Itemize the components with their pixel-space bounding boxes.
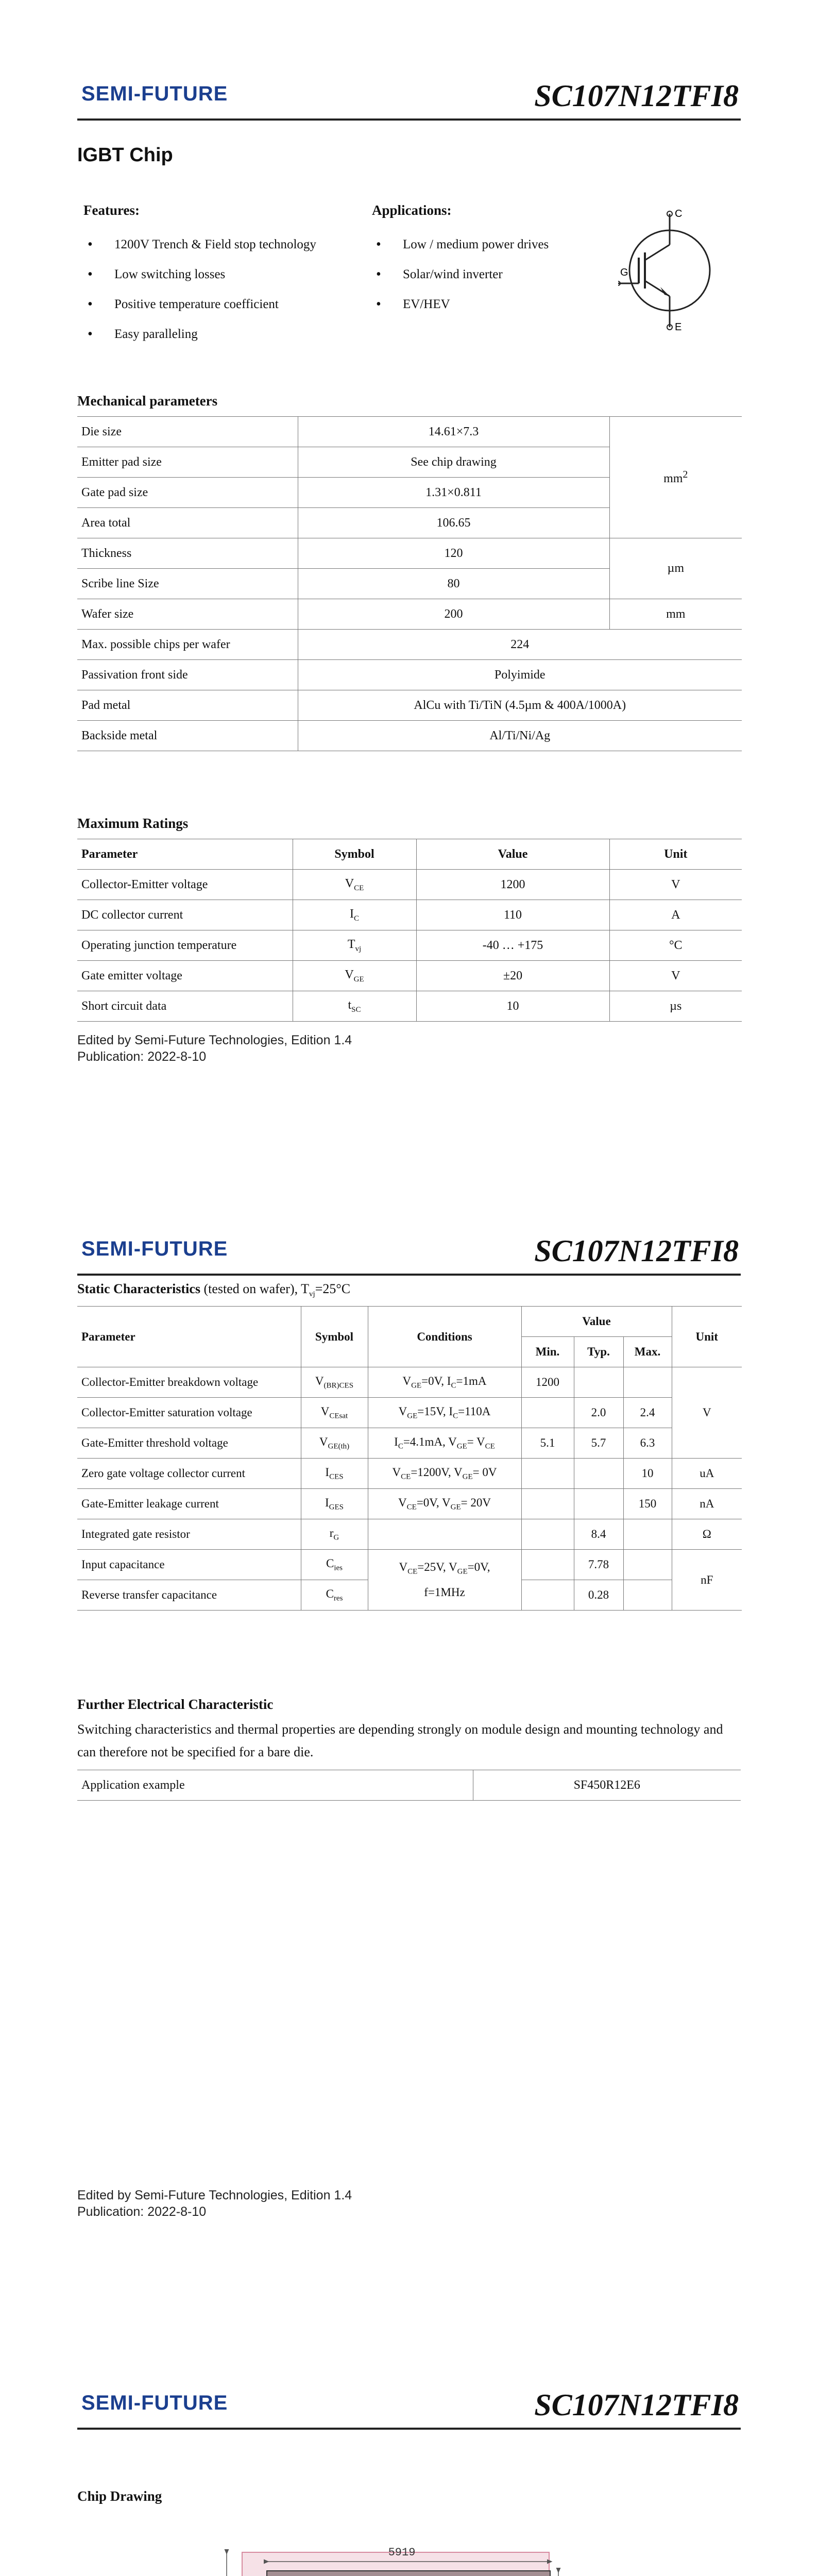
min-cell: [521, 1459, 574, 1489]
table-row: [77, 961, 742, 991]
applications-list: [372, 230, 549, 319]
min-cell: [521, 1489, 574, 1519]
static-table-body: [77, 1367, 742, 1611]
max-cell: 10: [623, 1459, 672, 1489]
features-heading: Features:: [83, 202, 140, 218]
unit-cell: mm: [609, 599, 742, 630]
param-cell: Thickness: [77, 538, 298, 569]
table-row: [77, 599, 742, 630]
page-3: [0, 2313, 818, 2576]
column-header: Parameter: [77, 839, 293, 870]
min-cell: [521, 1580, 574, 1611]
table-row: [77, 1428, 742, 1459]
symbol-cell: $r_G$: [301, 1519, 368, 1550]
table-row: [77, 660, 742, 690]
max-cell: 2.4: [623, 1398, 672, 1428]
unit-cell: °C: [609, 930, 742, 961]
column-header: Max.: [623, 1337, 672, 1367]
page-header: [77, 81, 741, 121]
emitter-label: E: [675, 321, 682, 332]
table-header-row: [77, 839, 742, 870]
param-cell: Wafer size: [77, 599, 298, 630]
table-row: [77, 900, 742, 930]
column-header: Conditions: [368, 1307, 521, 1367]
unit-cell: V: [609, 961, 742, 991]
applications-heading: Applications:: [372, 202, 452, 218]
unit-cell: A: [609, 900, 742, 930]
param-cell: Reverse transfer capacitance: [77, 1580, 301, 1611]
table-row: [77, 690, 742, 721]
param-cell: Gate pad size: [77, 478, 298, 508]
symbol-text: V: [345, 968, 354, 981]
typ-cell: 7.78: [574, 1550, 623, 1580]
conditions-cell: [368, 1519, 521, 1550]
param-cell: Emitter pad size: [77, 447, 298, 478]
symbol-cell: [293, 991, 416, 1022]
param-cell: Area total: [77, 508, 298, 538]
typ-cell: [574, 1367, 623, 1398]
conditions-cell: $I_C=4.1mA$, $V_{GE}= V_{CE}$: [368, 1428, 521, 1459]
value-cell: See chip drawing: [298, 447, 609, 478]
min-cell: 1200: [521, 1367, 574, 1398]
column-header: Unit: [609, 839, 742, 870]
conditions-cell: $V_{GE}=0V$, $I_C=1mA$: [368, 1367, 521, 1398]
symbol-cell: [293, 930, 416, 961]
max-cell: [623, 1550, 672, 1580]
table-row: [77, 1398, 742, 1428]
value-cell: -40 … +175: [416, 930, 609, 961]
max-cell: [623, 1519, 672, 1550]
symbol-sub: vj: [355, 944, 362, 953]
application-value: SF450R12E6: [473, 1770, 741, 1801]
value-cell: Polyimide: [298, 660, 742, 690]
part-number: SC107N12TFI8: [534, 79, 739, 113]
unit-cell: uA: [672, 1459, 742, 1489]
further-text: Switching characteristics and thermal properties are depending strongly on module design and mounting technology and can therefore not be specified for a bare die.: [77, 1722, 723, 1759]
gate-label: G: [620, 267, 628, 278]
footer-publication: Publication: 2022-8-10: [77, 2205, 207, 2219]
footer-publication: Publication: 2022-8-10: [77, 1049, 207, 1064]
min-cell: 5.1: [521, 1428, 574, 1459]
symbol-cell: [293, 900, 416, 930]
table-row: [77, 1489, 742, 1519]
unit-cell: V: [609, 870, 742, 900]
max-cell: [623, 1580, 672, 1611]
company-logo: SEMI-FUTURE: [81, 1238, 228, 1260]
max-cell: 150: [623, 1489, 672, 1519]
value-cell: 14.61×7.3: [298, 417, 609, 447]
column-header: Parameter: [77, 1307, 301, 1367]
part-number: SC107N12TFI8: [534, 1234, 739, 1268]
param-cell: Passivation front side: [77, 660, 298, 690]
param-cell: Operating junction temperature: [77, 930, 293, 961]
value-cell: AlCu with Ti/TiN (4.5µm & 400A/1000A): [298, 690, 742, 721]
unit-cell: [609, 417, 742, 538]
mechanical-table: [77, 416, 742, 751]
application-table: [77, 1770, 741, 1801]
column-header: Value: [416, 839, 609, 870]
symbol-cell: $V_{CEsat}$: [301, 1398, 368, 1428]
value-cell: 1.31×0.811: [298, 478, 609, 508]
emitter-pad-1: [267, 2571, 550, 2576]
column-header: Value: [521, 1307, 672, 1337]
table-row: [77, 1459, 742, 1489]
table-row: [77, 538, 742, 569]
table-header-row: [77, 1307, 742, 1337]
min-cell: [521, 1550, 574, 1580]
value-cell: 224: [298, 630, 742, 660]
value-cell: 110: [416, 900, 609, 930]
value-cell: 120: [298, 538, 609, 569]
param-cell: Zero gate voltage collector current: [77, 1459, 301, 1489]
conditions-cell: $V_{CE}=0V$, $V_{GE}= 20V$: [368, 1489, 521, 1519]
symbol-text: T: [347, 937, 355, 951]
value-cell: Al/Ti/Ni/Ag: [298, 721, 742, 751]
symbol-text: I: [349, 907, 354, 921]
param-cell: Gate-Emitter threshold voltage: [77, 1428, 301, 1459]
typ-cell: 0.28: [574, 1580, 623, 1611]
symbol-sub: C: [353, 914, 359, 923]
footer-edition: Edited by Semi-Future Technologies, Edition 1.4: [77, 1033, 352, 1047]
param-cell: DC collector current: [77, 900, 293, 930]
table-row: [77, 1367, 742, 1398]
page-title: IGBT Chip: [77, 144, 173, 166]
typ-cell: [574, 1459, 623, 1489]
application-item: • Solar/wind inverter: [372, 260, 549, 290]
param-cell: Backside metal: [77, 721, 298, 751]
symbol-sub: GE: [353, 975, 364, 984]
unit-cell: µs: [609, 991, 742, 1022]
unit-sup: 2: [683, 469, 688, 480]
dim-top: 5919: [388, 2546, 416, 2559]
column-header: Unit: [672, 1307, 742, 1367]
table-row: [77, 1770, 741, 1801]
page-2: [0, 1157, 818, 2313]
column-header: Symbol: [293, 839, 416, 870]
param-cell: Short circuit data: [77, 991, 293, 1022]
unit-cell: nF: [672, 1550, 742, 1611]
feature-item: • Positive temperature coefficient: [83, 290, 316, 319]
table-row: [77, 930, 742, 961]
min-cell: [521, 1398, 574, 1428]
part-number: SC107N12TFI8: [534, 2388, 739, 2422]
typ-cell: 5.7: [574, 1428, 623, 1459]
table-row: [77, 1519, 742, 1550]
max-cell: 6.3: [623, 1428, 672, 1459]
symbol-cell: $I_{GES}$: [301, 1489, 368, 1519]
conditions-cell: $V_{CE}=25V$, $V_{GE}=0V$, f=1MHz: [368, 1550, 521, 1611]
symbol-text: t: [348, 998, 352, 1012]
unit-cell: nA: [672, 1489, 742, 1519]
column-header: Min.: [521, 1337, 574, 1367]
application-item: • Low / medium power drives: [372, 230, 549, 260]
value-cell: ±20: [416, 961, 609, 991]
min-cell: [521, 1519, 574, 1550]
value-cell: 200: [298, 599, 609, 630]
column-header: Symbol: [301, 1307, 368, 1367]
typ-cell: 2.0: [574, 1398, 623, 1428]
param-cell: Gate emitter voltage: [77, 961, 293, 991]
param-cell: Scribe line Size: [77, 569, 298, 599]
application-item: • EV/HEV: [372, 290, 549, 319]
symbol-sub: SC: [351, 1005, 361, 1014]
param-cell: Collector-Emitter saturation voltage: [77, 1398, 301, 1428]
company-logo: SEMI-FUTURE: [81, 82, 228, 105]
symbol-cell: [293, 961, 416, 991]
param-cell: Max. possible chips per wafer: [77, 630, 298, 660]
chip-drawing-heading: Chip Drawing: [77, 2488, 162, 2504]
symbol-cell: $C_{res}$: [301, 1580, 368, 1611]
feature-item: • Low switching losses: [83, 260, 316, 290]
mechanical-heading: Mechanical parameters: [77, 393, 218, 409]
param-cell: Input capacitance: [77, 1550, 301, 1580]
conditions-cell: $V_{GE}=15V$, $I_C=110A$: [368, 1398, 521, 1428]
typ-cell: [574, 1489, 623, 1519]
chip-drawing: [196, 2535, 618, 2576]
symbol-cell: $C_{ies}$: [301, 1550, 368, 1580]
value-cell: 106.65: [298, 508, 609, 538]
igbt-symbol-icon: [618, 209, 721, 332]
unit-cell: Ω: [672, 1519, 742, 1550]
feature-item: • Easy paralleling: [83, 319, 316, 349]
unit-cell: V: [672, 1367, 742, 1459]
unit-text: mm: [663, 472, 683, 485]
static-heading-sub: vj: [309, 1290, 315, 1299]
param-cell: Gate-Emitter leakage current: [77, 1489, 301, 1519]
table-row: [77, 991, 742, 1022]
static-heading: Static Characteristics: [77, 1281, 200, 1296]
table-row: [77, 721, 742, 751]
conditions-cell: $V_{CE}=1200V$, $V_{GE}= 0V$: [368, 1459, 521, 1489]
value-cell: 10: [416, 991, 609, 1022]
static-characteristics-table: [77, 1306, 742, 1611]
param-cell: Collector-Emitter voltage: [77, 870, 293, 900]
max-ratings-table: [77, 839, 742, 1022]
column-header: Typ.: [574, 1337, 623, 1367]
symbol-cell: $I_{CES}$: [301, 1459, 368, 1489]
footer-edition: Edited by Semi-Future Technologies, Edition 1.4: [77, 2188, 352, 2202]
value-cell: 1200: [416, 870, 609, 900]
page-footer: [77, 1032, 352, 1065]
static-heading-tail: =25°C: [315, 1281, 351, 1296]
table-row: [77, 870, 742, 900]
symbol-cell: $V_{(BR)CES}$: [301, 1367, 368, 1398]
value-cell: 80: [298, 569, 609, 599]
features-list: [83, 230, 316, 349]
symbol-text: V: [345, 876, 354, 890]
collector-label: C: [675, 209, 683, 219]
feature-item: • 1200V Trench & Field stop technology: [83, 230, 316, 260]
application-label: Application example: [77, 1770, 473, 1801]
param-cell: Die size: [77, 417, 298, 447]
param-cell: Collector-Emitter breakdown voltage: [77, 1367, 301, 1398]
table-row: [77, 630, 742, 660]
symbol-sub: CE: [354, 884, 364, 892]
typ-cell: 8.4: [574, 1519, 623, 1550]
symbol-cell: [293, 870, 416, 900]
table-row: [77, 417, 742, 447]
static-heading-line: [77, 1281, 350, 1299]
static-heading-note: (tested on wafer), T: [200, 1281, 310, 1296]
company-logo: SEMI-FUTURE: [81, 2392, 228, 2414]
page-header: [77, 1236, 741, 1276]
max-ratings-heading: Maximum Ratings: [77, 816, 189, 831]
page-footer: [77, 2187, 352, 2220]
table-row: [77, 1550, 742, 1580]
symbol-cell: $V_{GE(th)}$: [301, 1428, 368, 1459]
max-cell: [623, 1367, 672, 1398]
param-cell: Integrated gate resistor: [77, 1519, 301, 1550]
page-1: [0, 0, 818, 1157]
page-header: [77, 2388, 741, 2430]
further-heading: Further Electrical Characteristic: [77, 1697, 274, 1712]
param-cell: Pad metal: [77, 690, 298, 721]
unit-cell: µm: [609, 538, 742, 599]
